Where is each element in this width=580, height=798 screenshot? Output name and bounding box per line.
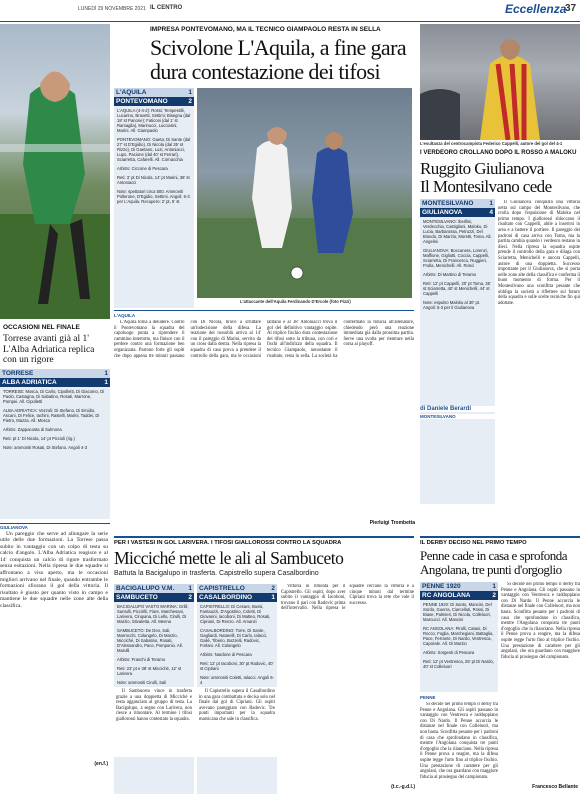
player-photo-illustration	[0, 24, 110, 319]
bottom-body2	[197, 687, 277, 757]
bottom-right-rule	[420, 536, 580, 538]
bottom-left-signature: (t.c.-g.d.l.)	[391, 784, 415, 790]
bottom-score2-lineup1: CAPISTRELLO: Di Cesare, Bussi, Fantauzzi, D'Agostino, Coletti, Di Giovanni, Iacoboni, Di Matteo, Rosati, Cipriani, Di Renzo. All. Amanzi	[200, 604, 271, 624]
main-score-referee: Arbitro: Ciccone di Pescara	[117, 166, 168, 171]
main-scorebox	[114, 88, 194, 308]
right-photo-caption: L'esultanza del centrocampista Federico Cappelli, autore del gol del 4-1	[420, 141, 563, 146]
side-signature: (en.f.)	[94, 760, 108, 767]
bottom-right-score-lineup1: PENNE 1920: Di Santo, Mancini, Del Sordo, Guerra, Ciarcelluti, Rossi, Di Biase, Palmieri, Di Nicola, Colleluori, Marcucci. All. Mancini	[423, 602, 492, 622]
main-score-notes: Note: spettatori circa 500. Ammoniti Pollerone, D'Egidio, Settimi. Angoli: 6-3 per L'Aquila. Recupero: 2' pt, 5' st	[117, 189, 190, 204]
bottom-score1-referee: Arbitro: Franchi di Teramo	[117, 657, 166, 662]
bottom-score1-lineup2: SAMBUCETO: De Deo, Sali, Marrocchi, Colangelo, Di Marzio, Micciché, Di Sabatino, Rosati, D'Alessandro, Pace, Pomponio. All. Marulli	[117, 628, 183, 653]
main-photo-caption: L'attaccante dell'Aquila Ferdinando D'Ercole (foto Pizzi)	[240, 299, 351, 304]
page-number: 37	[565, 3, 577, 14]
right-score-lineup2: GIULIANOVA: Boccanera, Lorenzi, Maffione, Gigliotti, Coccia, Cappelli, Sciarretta, Di Francesco, Ruggieri, Frulla, Menichelli. All. Ronci	[423, 248, 490, 268]
bottom-right-headline-line1: Penne cade in casa e sprofonda	[420, 548, 568, 563]
side-byline: GIULIANOVA	[0, 524, 28, 530]
right-score-team2: GIULIANOVA 4	[422, 209, 493, 216]
bottom-right-signature: Francesco Bellante	[532, 784, 578, 790]
right-score-lineup1: MONTESILVANO: Iberllini, Verdecchia, Castiglioni, Maloku, Di Lucia, Barbarossa, Petruzzi, Del Biondo, Di Marzio, Moretti, Toma. All. Angelini	[423, 219, 492, 244]
bottom-score2-lineup2: CASALBORDINO: Torre, Di Sante, Gagliardi, Natarelli, Di Carlo, Ialacci, Galiè, Tiberio, Bozzelli, Radovic, Forlani. All. Colangelo	[200, 628, 268, 648]
bottom-body3-text: Vittoria in rimonta per il Capistrello. Gli ospiti, dopo aver subito il vantaggio di Iacoboni, trovano il pari con Radovic prima dell'intervallo. Nella ripresa le squadre cercano la vittoria e a cinque minuti dal termine Cipriani trova la rete che vale il successo.	[281, 584, 414, 612]
main-body	[114, 320, 414, 520]
main-score-lineup1: L'AQUILA (4-4-2): Rossi; Tempestilli, Lucarino, Bravetti, Settimi; Bisegna (dal 18' st Panone); Faticoni (dal 1' st Ramaglia), Marinucci, Lucciarini, Marini. All. Giampaolo	[117, 108, 191, 133]
bottom-right-body-text: Si decide nel primo tempo il derby tra Penne e Angolana. Gli ospiti passano in vantaggio con Ventresca e raddoppiano con Di Nardo. Il Penne accorcia le distanze nel finale con Colleluori, ma non basta. Sconfitta pesante per i padroni di casa che sprofondano in classifica, mentre l'Angolana conquista tre punti d'orgoglio che la rilanciano. Nella ripresa il Penne prova a reagire, ma la difesa ospite regge l'urto fino al triplice fischio. Una prestazione di carattere per gli angolani, che ora guardano con maggiore fiducia al prosieguo del campionato.	[420, 702, 498, 780]
right-scorebox	[420, 199, 495, 504]
right-score-goals: Reti: 12' pt Cappelli, 20' pt Toma, 35' st Sciarretta, 40' st Menichelli, 44' st Cappelli	[423, 281, 491, 296]
main-headline	[150, 36, 420, 84]
bottom-scorebox1	[114, 584, 194, 794]
bottom-score2-referee: Arbitro: Nardone di Pescara	[200, 652, 252, 657]
bottom-body2-text: Il Capistrello supera il Casalbordino in una gara combattuta e decisa solo nel finale dal gol di Cipriani. Gli ospiti avevano pareggiato con Radovic. Tre punti importanti per la squadra marsicana che sale in classifica.	[199, 689, 275, 722]
main-score-team1: L'AQUILA 1	[116, 89, 192, 96]
side-score-team2: ALBA ADRIATICA 1	[2, 378, 108, 386]
bottom-score1-team2: SAMBUCETO 2	[116, 594, 192, 601]
bottom-score2-goals: Reti: 12' pt Iacoboni, 30' pt Radovic, 40' st Cipriani	[200, 661, 274, 671]
bottom-right-byline: PENNE	[420, 695, 436, 700]
bottom-score2-team1: CAPISTRELLO 2	[199, 585, 275, 592]
main-photo	[197, 88, 412, 298]
side-article	[0, 322, 110, 792]
left-photo	[0, 24, 110, 319]
main-body-text: L'Aquila torna a deludere. Contro il Pontevomano la squadra del capoluogo punta a riprendere il cammino interrotto, ma finisce con il perdere contro una formazione ben organizzata. Partono forte gli ospiti che dopo appena tre minuti passano con Di Nicola, bravo a sfruttare un'indecisione della difesa. La reazione dei rossoblù arriva al 14' con il pareggio di Marini, servito da un cross dalla destra. Nella ripresa la squadra di casa prova a prendere il controllo della gara, ma le occasioni latitano e al 38' Antoniacci trova il gol del definitivo vantaggio ospite. Al triplice fischio dura contestazione dei tifosi sotto la tribuna, con cori e fischi all'indirizzo della squadra. Il tecnico Giampaolo, nonostante il risultato, resta in sella. La società ha confermato la fiducia all'allenatore, chiedendo però una reazione immediata già dalla prossima partita. Serve una svolta per rientrare nella corsa ai playoff.	[114, 320, 414, 359]
bottom-right-scorebox	[420, 582, 498, 692]
bottom-score1-notes: Note: ammoniti Cirulli, Sali	[117, 680, 167, 685]
bottom-left-kicker: PER I VASTESI IN GOL LARIVERA. I TIFOSI GIALLOROSSI CONTRO LA SQUADRA	[114, 540, 342, 546]
main-byline: L'AQUILA	[114, 313, 136, 318]
main-headline-line2: dura contestazione dei tifosi	[150, 59, 381, 84]
bottom-right-score-lineup2: RC ANGOLANA: Pirolli, Catani, Di Rocco, Foglia, Marchegiani, Battaglia, Pace, Ferrante, Di Nardo, Ventresca, Caporale. All. Di Marzio	[423, 626, 494, 646]
header-paper: IL CENTRO	[150, 5, 183, 11]
right-author: di Daniele Berardi	[420, 406, 495, 412]
bottom-scorebox2	[197, 584, 277, 794]
bottom-right-score-team2: RC ANGOLANA 2	[422, 592, 496, 599]
bottom-left-rule	[114, 536, 414, 538]
main-headline-line1: Scivolone L'Aquila, a fine gara	[150, 35, 406, 60]
right-kicker: I VERDEORO CROLLANO DOPO IL ROSSO A MALOKU	[420, 150, 577, 156]
bottom-right-body-col2	[501, 582, 580, 782]
bottom-score2-team2: CASALBORDINO 1	[199, 594, 275, 601]
bottom-right-kicker: IL DERBY DECISO NEL PRIMO TEMPO	[420, 540, 527, 546]
bottom-score2-notes: Note: ammoniti Coletti, Ialacci. Angoli 6-4	[200, 675, 275, 685]
bottom-left-headline: Micciché mette le ali al Sambuceto	[114, 548, 344, 568]
main-score-team2: PONTEVOMANO 2	[116, 98, 192, 105]
side-score-lineup: ALBA ADRIATICA: Vezzoli; Di Stefano, Di Emidio, Ascani, Di Felice, Iachini, Rastelli, Marini, Taddei, Di Pietro, Mazza. All. Mosca	[3, 407, 100, 423]
celebration-photo-illustration	[420, 24, 580, 140]
main-score-goals: Reti: 3' pt Di Nicola, 14' pt Marini, 38' st Antoniacci	[117, 175, 190, 185]
bottom-right-score-goals: Reti: 12' pt Ventresca, 25' pt Di Nardo, 40' st Colleluori	[423, 659, 494, 669]
side-score-team1: TORRESE 1	[2, 369, 108, 377]
right-dateline: MONTESILVANO	[420, 414, 495, 419]
side-body	[0, 531, 108, 761]
side-kicker: OCCASIONI NEL FINALE	[3, 324, 80, 331]
side-score-notes: Note: ammoniti Rosati, Di Stefano. Angoli 4-3	[3, 444, 88, 450]
right-headline	[420, 160, 580, 196]
bottom-body3	[281, 584, 414, 784]
right-score-team1: MONTESILVANO 1	[422, 200, 493, 207]
main-signature: Pierluigi Trombetta	[369, 520, 415, 526]
main-rule	[114, 310, 414, 311]
bottom-right-score-team1: PENNE 1920 1	[422, 583, 496, 590]
right-headline-line2: Il Montesilvano cede	[420, 177, 552, 196]
main-kicker: IMPRESA PONTEVOMANO, MA IL TECNICO GIAMPAOLO RESTA IN SELLA	[150, 26, 381, 33]
page-header	[0, 0, 580, 22]
bottom-right-body-col1	[420, 702, 498, 787]
side-score-intro: TORRESE: Mosca, Di Carlo, Cipolletti, Di Giacomo, Di Paolo, Castagna, Di Sabatino, Rosati, Marrone, Pompei. All. Cipolletti	[3, 388, 105, 404]
side-body-text: Un pareggio che serve ad allungare la serie utile delle due formazioni. La Torrese passa subito in vantaggio con un colpo di testa su calcio d'angolo. L'Alba Adriatica reagisce e al 14' conquista un calcio di rigore trasformato senza esitazioni. Nella ripresa le due squadre si affrontano a viso aperto, ma le occasioni migliori arrivano nel finale, quando entrambe le formazioni sfiorano il gol della vittoria. Il risultato è giusto per quanto visto in campo e mantiene le due squadre nelle zone alte della classifica.	[0, 530, 108, 610]
bottom-score1-team1: BACIGALUPO V.M. 1	[116, 585, 192, 592]
bottom-right-body-text-cont: Si decide nel primo tempo il derby tra Penne e Angolana. Gli ospiti passano in vantaggio con Ventresca e raddoppiano con Di Nardo. Il Penne accorcia le distanze nel finale con Colleluori, ma non basta. Sconfitta pesante per i padroni di casa che sprofondano in classifica, mentre l'Angolana conquista tre punti d'orgoglio che la rilanciano. Nella ripresa il Penne prova a reagire, ma la difesa ospite regge l'urto fino al triplice fischio. Una prestazione di carattere per gli angolani, che ora guardano con maggiore fiducia al prosieguo del campionato.	[501, 582, 580, 660]
side-headline: Torrese avanti già al 1' L'Alba Adriatica replica con un rigore	[3, 334, 95, 365]
right-body	[498, 200, 580, 520]
header-section: Eccellenza	[505, 2, 567, 16]
side-score-goals: Reti: pt 1' Di Nicola, 14' pt Piccioli (rig.)	[3, 435, 75, 441]
main-score-lineup2: PONTEVOMANO: Gaeta; Di Sante (dal 27' st D'Egidio), Di Nicola (dal 35' st Rizzo), Di Gaetano, Luzi, Antoniacci, Lupo, Pacione (dal 40' st Ferrari), Sciarretta, Cafarelli. All. Cornacchia	[117, 137, 191, 162]
right-photo	[420, 24, 580, 140]
bottom-right-headline	[420, 549, 580, 577]
header-date: LUNEDÌ 29 NOVEMBRE 2021	[78, 6, 146, 12]
side-scorebox	[0, 369, 110, 519]
bottom-score1-lineup1: BACIGALUPO VASTO MARINA: Grilli; Santulli, Piccirilli, Fiore, Marchesani, Larivera, Cinquina, Di Lello, Cirulli, Di Marzio, Stivaletta. All. Menna	[117, 604, 189, 624]
bottom-left-subtitle: Battuta la Bacigalupo in trasferta. Capistrello supera Casalbordino	[114, 570, 319, 577]
bottom-score1-goals: Reti: 23' pt e 38' st Micciché, 12' st Larivera	[117, 666, 182, 676]
bottom-right-headline-line2: Angolana, tre punti d'orgoglio	[420, 562, 562, 577]
right-body-text: Il Giulianova conquista una vittoria netta sul campo del Montesilvano, che crolla dopo l'espulsione di Maloku nel primo tempo. I giallorossi sbloccano il risultato con Cappelli, abile a inserirsi in area e a battere il portiere. Il pareggio dei padroni di casa arriva con Toma, ma la partita cambia quando i verdeoro restano in dieci. Nella ripresa la squadra ospite prende il controllo della gara e dilaga con Sciarretta, Menichelli e ancora Cappelli, autore di una doppietta. Successo importante per il Giulianova, che si porta nelle zone alte della classifica e conferma il buon momento di forma. Per il Montesilvano una sconfitta pesante che obbliga la società a riflettere sul futuro della squadra e sulle scelte tecniche fin qui adottate.	[498, 200, 580, 306]
side-score-referee: Arbitro: Zappacosta di Sulmona	[3, 426, 62, 432]
right-score-referee: Arbitro: Di Martino di Teramo	[423, 272, 477, 277]
match-photo-illustration	[197, 88, 412, 298]
right-score-notes: Note: espulso Maloku al 30' pt. Angoli: 5-3 per il Giulianova	[423, 300, 481, 310]
bottom-right-score-referee: Arbitro: Sorgenti di Pescara	[423, 650, 475, 655]
right-headline-line1: Ruggito Giulianova	[420, 159, 544, 178]
bottom-body1	[114, 687, 194, 757]
bottom-body1-text: Il Sambuceto vince in trasferta grazie a una doppietta di Micciché e resta agganciato al gruppo di testa. La Bacigalupo, a segno con Larivera, non riesce a rimontare. Al termine i tifosi giallorossi hanno contestato la squadra.	[116, 689, 192, 722]
